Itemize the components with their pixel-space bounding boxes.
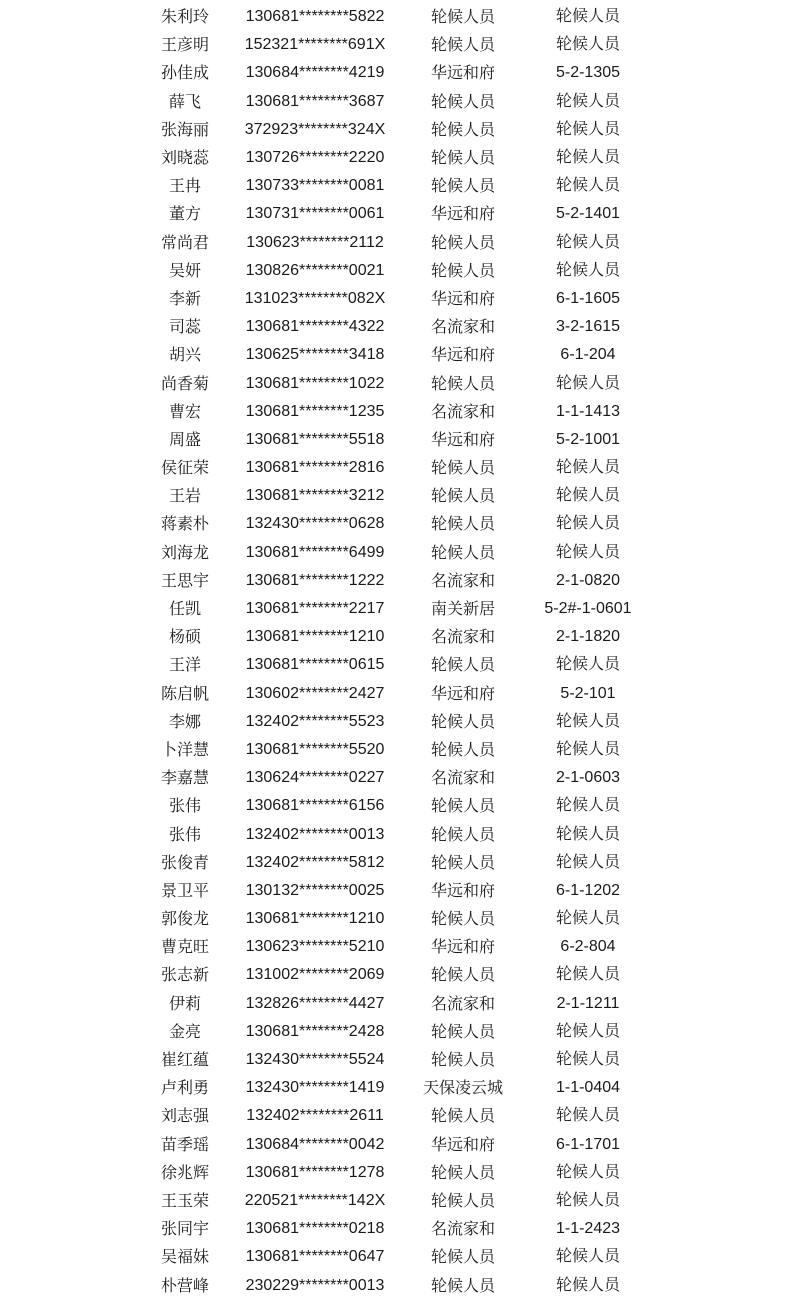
unit-address: 轮候人员: [555, 120, 620, 138]
unit-address: 轮候人员: [555, 712, 620, 730]
id-number: 130623********2112: [246, 233, 384, 251]
id-number: 132430********1419: [245, 1079, 385, 1097]
id-number: 130681********3687: [245, 92, 385, 110]
person-name: 崔红蕴: [160, 1050, 209, 1070]
id-number: 220521********142X: [244, 1191, 386, 1209]
list-item: [0, 708, 800, 736]
person-name: 张俊青: [160, 852, 209, 872]
person-name: 王玉荣: [160, 1190, 209, 1210]
unit-address: 轮候人员: [555, 825, 620, 843]
unit-address: 2-1-0820: [555, 571, 621, 589]
housing-location: 华远和府: [430, 204, 495, 224]
id-number: 130681********2217: [245, 600, 385, 618]
list-item: [0, 59, 800, 87]
unit-address: 轮候人员: [555, 1191, 620, 1209]
id-number: 130681********1022: [245, 374, 385, 392]
id-number: 132430********5524: [245, 1051, 385, 1069]
housing-location: 轮候人员: [430, 796, 495, 816]
person-name: 张志新: [160, 965, 209, 985]
unit-address: 6-1-1701: [555, 1135, 621, 1153]
id-number: 130733********0081: [245, 177, 385, 195]
list-item: [0, 454, 800, 482]
housing-location: 轮候人员: [430, 35, 495, 55]
person-name: 李新: [168, 288, 201, 308]
unit-address: 轮候人员: [555, 8, 620, 26]
housing-location: 华远和府: [430, 429, 495, 449]
person-name: 吴妍: [168, 260, 201, 280]
id-number: 130602********2427: [245, 684, 385, 702]
unit-address: 5-2-101: [560, 684, 616, 702]
list-item: [0, 764, 800, 792]
housing-location: 华远和府: [430, 63, 495, 83]
list-item: [0, 200, 800, 228]
person-name: 张伟: [168, 824, 201, 844]
list-item: [0, 933, 800, 961]
unit-address: 轮候人员: [555, 92, 620, 110]
list-item: [0, 651, 800, 679]
person-name: 王思宇: [160, 570, 209, 590]
person-name: 尚香菊: [160, 373, 209, 393]
id-number: 132402********5812: [245, 853, 385, 871]
id-number: 132402********5523: [245, 712, 385, 730]
list-item: [0, 88, 800, 116]
housing-location: 名流家和: [430, 993, 495, 1013]
person-name: 王彦明: [160, 35, 209, 55]
housing-location: 轮候人员: [430, 148, 495, 168]
person-name: 薛飞: [168, 91, 201, 111]
person-name: 刘海龙: [160, 542, 209, 562]
person-name: 王洋: [168, 655, 201, 675]
list-item: [0, 1243, 800, 1271]
list-item: [0, 595, 800, 623]
housing-location: 名流家和: [430, 1219, 495, 1239]
person-name: 司蕊: [168, 317, 201, 337]
list-item: [0, 1187, 800, 1215]
housing-location: 名流家和: [430, 401, 495, 421]
id-number: 132430********0628: [245, 515, 385, 533]
list-item: [0, 1018, 800, 1046]
housing-location: 轮候人员: [430, 739, 495, 759]
unit-address: 6-1-204: [560, 346, 616, 364]
id-number: 130681********1222: [245, 571, 385, 589]
housing-location: 轮候人员: [430, 91, 495, 111]
id-number: 130681********0218: [245, 1220, 385, 1238]
person-name: 张同宇: [160, 1219, 209, 1239]
list-item: [0, 285, 800, 313]
list-item: [0, 398, 800, 426]
id-number: 130681********5520: [245, 740, 385, 758]
person-name: 刘晓蕊: [160, 148, 209, 168]
id-number: 132402********2611: [246, 1107, 384, 1125]
list-item: [0, 116, 800, 144]
unit-address: 2-1-1211: [556, 994, 620, 1012]
list-item: [0, 1131, 800, 1159]
unit-address: 轮候人员: [555, 1022, 620, 1040]
person-name: 胡兴: [168, 345, 201, 365]
id-number: 130681********1210: [245, 628, 385, 646]
list-item: [0, 1271, 800, 1299]
unit-address: 轮候人员: [555, 487, 620, 505]
unit-address: 轮候人员: [555, 1276, 620, 1294]
person-name: 伊莉: [168, 993, 201, 1013]
list-item: [0, 877, 800, 905]
unit-address: 轮候人员: [555, 966, 620, 984]
person-name: 郭俊龙: [160, 909, 209, 929]
id-number: 230229********0013: [245, 1276, 385, 1294]
list-item: [0, 961, 800, 989]
person-name: 孙佳成: [160, 63, 209, 83]
list-item: [0, 31, 800, 59]
person-name: 张伟: [168, 796, 201, 816]
housing-location: 轮候人员: [430, 542, 495, 562]
id-number: 130681********0615: [245, 656, 385, 674]
person-name: 李娜: [168, 711, 201, 731]
unit-address: 1-1-1413: [555, 402, 621, 420]
unit-address: 5-2#-1-0601: [544, 600, 632, 618]
housing-location: 轮候人员: [430, 514, 495, 534]
list-item: [0, 172, 800, 200]
id-number: 130826********0021: [245, 261, 385, 279]
unit-address: 轮候人员: [555, 1107, 620, 1125]
id-number: 130731********0061: [245, 205, 385, 223]
id-number: 130681********5822: [245, 8, 385, 26]
housing-location: 轮候人员: [430, 486, 495, 506]
housing-location: 轮候人员: [430, 1106, 495, 1126]
person-name: 蒋素朴: [160, 514, 209, 534]
person-name: 景卫平: [160, 880, 209, 900]
unit-address: 轮候人员: [555, 233, 620, 251]
id-number: 152321********691X: [244, 36, 386, 54]
housing-location: 华远和府: [430, 288, 495, 308]
list-item: [0, 1159, 800, 1187]
person-name: 苗季瑶: [160, 1134, 209, 1154]
person-name: 常尚君: [160, 232, 209, 252]
list-item: [0, 1102, 800, 1130]
unit-address: 轮候人员: [555, 1163, 620, 1181]
list-item: [0, 482, 800, 510]
id-number: 130681********1210: [245, 910, 385, 928]
housing-location: 轮候人员: [430, 655, 495, 675]
housing-location: 华远和府: [430, 880, 495, 900]
unit-address: 轮候人员: [555, 1051, 620, 1069]
list-item: [0, 341, 800, 369]
unit-address: 轮候人员: [555, 261, 620, 279]
unit-address: 1-1-2423: [555, 1220, 621, 1238]
list-item: [0, 567, 800, 595]
list-item: [0, 1215, 800, 1243]
housing-location: 名流家和: [430, 627, 495, 647]
housing-location: 轮候人员: [430, 909, 495, 929]
unit-address: 6-1-1202: [555, 881, 621, 899]
id-number: 372923********324X: [244, 120, 386, 138]
list-item: [0, 820, 800, 848]
housing-location: 轮候人员: [430, 260, 495, 280]
id-number: 130681********0647: [245, 1248, 385, 1266]
list-item: [0, 229, 800, 257]
person-name: 周盛: [168, 429, 201, 449]
list-item: [0, 369, 800, 397]
list-item: [0, 1074, 800, 1102]
unit-address: 轮候人员: [555, 374, 620, 392]
list-item: [0, 144, 800, 172]
id-number: 130132********0025: [245, 881, 385, 899]
housing-location: 华远和府: [430, 937, 495, 957]
unit-address: 轮候人员: [555, 36, 620, 54]
person-name: 李嘉慧: [160, 768, 209, 788]
id-number: 130681********2428: [245, 1022, 385, 1040]
list-item: [0, 3, 800, 31]
id-number: 130623********5210: [245, 938, 385, 956]
unit-address: 轮候人员: [555, 910, 620, 928]
unit-address: 2-1-0603: [555, 769, 621, 787]
person-name: 侯征荣: [160, 458, 209, 478]
person-name: 徐兆辉: [160, 1162, 209, 1182]
person-name: 卢利勇: [160, 1078, 209, 1098]
unit-address: 6-1-1605: [555, 289, 621, 307]
housing-location: 轮候人员: [430, 232, 495, 252]
id-number: 130624********0227: [245, 769, 385, 787]
housing-location: 轮候人员: [430, 1247, 495, 1267]
id-number: 130681********6499: [245, 543, 385, 561]
id-number: 130681********4322: [245, 318, 385, 336]
housing-location: 华远和府: [430, 1134, 495, 1154]
list-item: [0, 736, 800, 764]
housing-location: 华远和府: [430, 345, 495, 365]
unit-address: 轮候人员: [555, 740, 620, 758]
id-number: 130681********1278: [245, 1163, 385, 1181]
housing-location: 轮候人员: [430, 824, 495, 844]
list-item: [0, 623, 800, 651]
housing-location: 轮候人员: [430, 176, 495, 196]
person-name: 朴营峰: [160, 1275, 209, 1295]
person-name: 曹宏: [168, 401, 201, 421]
unit-address: 轮候人员: [555, 515, 620, 533]
unit-address: 1-1-0404: [555, 1079, 621, 1097]
list-item: [0, 313, 800, 341]
person-name: 陈启帆: [160, 683, 209, 703]
housing-location: 轮候人员: [430, 1275, 495, 1295]
person-name: 曹克旺: [160, 937, 209, 957]
list-item: [0, 990, 800, 1018]
unit-address: 轮候人员: [555, 177, 620, 195]
housing-location: 轮候人员: [430, 373, 495, 393]
list-item: [0, 257, 800, 285]
id-number: 130726********2220: [245, 149, 385, 167]
id-number: 130681********6156: [245, 797, 385, 815]
unit-address: 轮候人员: [555, 853, 620, 871]
unit-address: 轮候人员: [555, 797, 620, 815]
list-item: [0, 680, 800, 708]
id-number: 131002********2069: [245, 966, 385, 984]
housing-location: 轮候人员: [430, 852, 495, 872]
id-number: 130681********5518: [245, 430, 385, 448]
list-item: [0, 905, 800, 933]
id-number: 132402********0013: [245, 825, 385, 843]
housing-location: 华远和府: [430, 683, 495, 703]
unit-address: 3-2-1615: [555, 318, 621, 336]
housing-location: 轮候人员: [430, 119, 495, 139]
list-item: [0, 792, 800, 820]
unit-address: 轮候人员: [555, 149, 620, 167]
person-name: 杨硕: [168, 627, 201, 647]
person-name: 刘志强: [160, 1106, 209, 1126]
unit-address: 轮候人员: [555, 656, 620, 674]
unit-address: 5-2-1401: [555, 205, 621, 223]
unit-address: 5-2-1305: [555, 64, 621, 82]
list-item: [0, 539, 800, 567]
housing-location: 轮候人员: [430, 711, 495, 731]
housing-location: 天保凌云城: [422, 1078, 503, 1098]
person-name: 张海丽: [160, 119, 209, 139]
id-number: 130681********1235: [245, 402, 385, 420]
housing-location: 名流家和: [430, 317, 495, 337]
housing-location: 名流家和: [430, 768, 495, 788]
housing-location: 轮候人员: [430, 458, 495, 478]
housing-location: 轮候人员: [430, 1021, 495, 1041]
person-name: 金亮: [168, 1021, 201, 1041]
unit-address: 5-2-1001: [555, 430, 621, 448]
id-number: 130684********0042: [245, 1135, 385, 1153]
housing-location: 名流家和: [430, 570, 495, 590]
person-name: 董方: [168, 204, 201, 224]
list-item: [0, 510, 800, 538]
id-number: 131023********082X: [244, 289, 386, 307]
housing-location: 南关新居: [430, 599, 495, 619]
list-item: [0, 849, 800, 877]
unit-address: 轮候人员: [555, 543, 620, 561]
person-name: 吴福妹: [160, 1247, 209, 1267]
person-name: 卜洋慧: [160, 739, 209, 759]
list-item: [0, 1046, 800, 1074]
unit-address: 轮候人员: [555, 459, 620, 477]
id-number: 130681********3212: [245, 487, 385, 505]
housing-location: 轮候人员: [430, 1050, 495, 1070]
person-name: 王岩: [168, 486, 201, 506]
list-item: [0, 426, 800, 454]
housing-location: 轮候人员: [430, 1162, 495, 1182]
id-number: 130681********2816: [245, 459, 385, 477]
person-name: 任凯: [168, 599, 201, 619]
id-number: 132826********4427: [245, 994, 385, 1012]
person-name: 朱利玲: [160, 7, 209, 27]
housing-location: 轮候人员: [430, 965, 495, 985]
housing-location: 轮候人员: [430, 7, 495, 27]
unit-address: 2-1-1820: [555, 628, 621, 646]
unit-address: 轮候人员: [555, 1248, 620, 1266]
unit-address: 6-2-804: [560, 938, 616, 956]
person-name: 王冉: [168, 176, 201, 196]
id-number: 130684********4219: [245, 64, 385, 82]
id-number: 130625********3418: [245, 346, 385, 364]
housing-location: 轮候人员: [430, 1190, 495, 1210]
